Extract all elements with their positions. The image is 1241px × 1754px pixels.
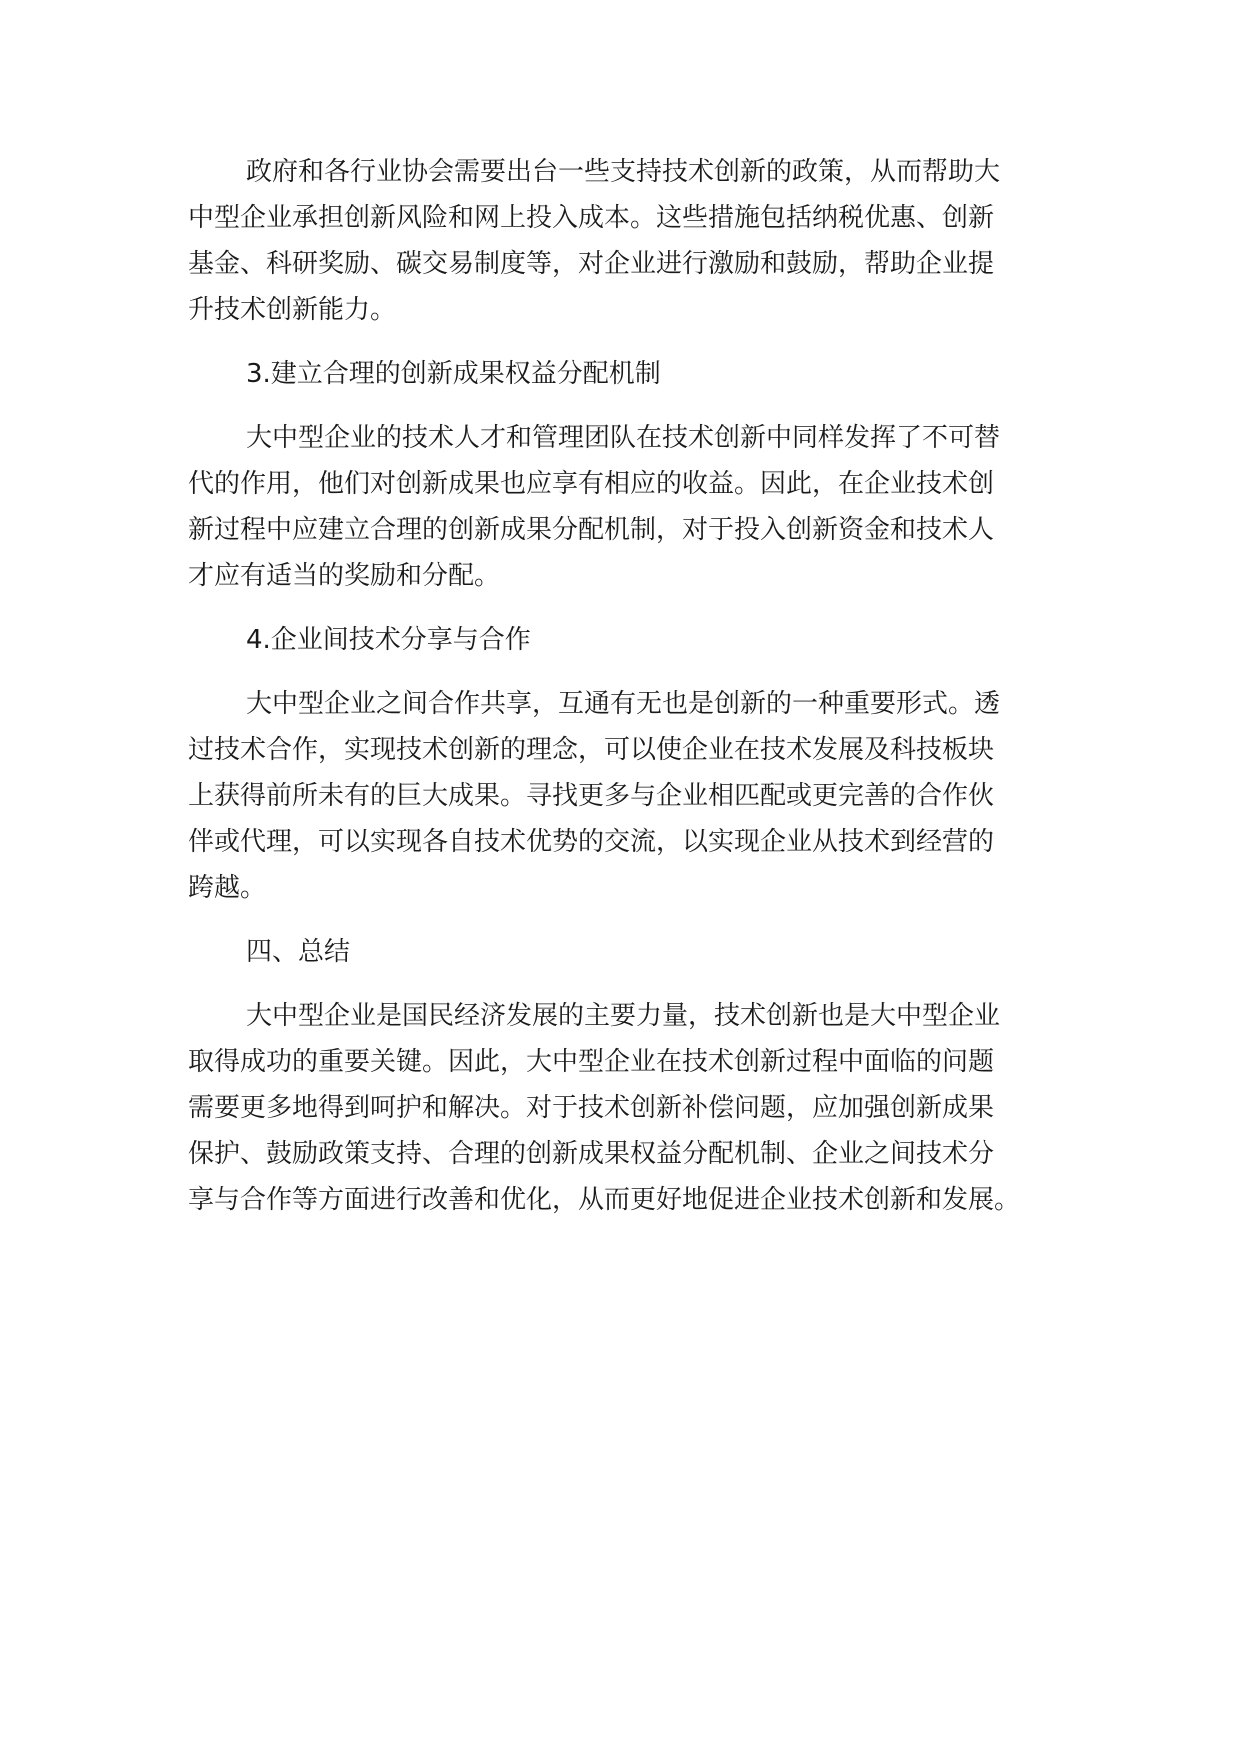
section-heading-summary bbox=[188, 935, 1058, 969]
paragraph-policy-support bbox=[188, 155, 1058, 327]
section-heading-3 bbox=[188, 357, 1058, 391]
text-line: 需要更多地得到呵护和解决。对于技术创新补偿问题，应加强创新成果 bbox=[188, 1093, 995, 1123]
paragraph-cooperation bbox=[188, 687, 1058, 905]
text-line: 新过程中应建立合理的创新成果分配机制，对于投入创新资金和技术人 bbox=[188, 515, 995, 545]
text-line: 大中型企业之间合作共享，互通有无也是创新的一种重要形式。透 bbox=[246, 689, 1001, 719]
text-line: 享与合作等方面进行改善和优化，从而更好地促进企业技术创新和发展。 bbox=[188, 1185, 1021, 1215]
text-line: 伴或代理，可以实现各自技术优势的交流，以实现企业从技术到经营的 bbox=[188, 827, 995, 857]
section-heading-4 bbox=[188, 623, 1058, 657]
text-line: 过技术合作，实现技术创新的理念，可以使企业在技术发展及科技板块 bbox=[188, 735, 995, 765]
text-line: 基金、科研奖励、碳交易制度等，对企业进行激励和鼓励，帮助企业提 bbox=[188, 249, 995, 279]
heading-text: 四、总结 bbox=[246, 937, 351, 967]
text-line: 保护、鼓励政策支持、合理的创新成果权益分配机制、企业之间技术分 bbox=[188, 1139, 995, 1169]
paragraph-benefit-distribution bbox=[188, 421, 1058, 593]
text-line: 取得成功的重要关键。因此，大中型企业在技术创新过程中面临的问题 bbox=[188, 1047, 995, 1077]
text-line: 代的作用，他们对创新成果也应享有相应的收益。因此，在企业技术创 bbox=[188, 469, 995, 499]
heading-text: 4.企业间技术分享与合作 bbox=[246, 625, 531, 655]
text-line: 中型企业承担创新风险和网上投入成本。这些措施包括纳税优惠、创新 bbox=[188, 203, 995, 233]
heading-text: 3.建立合理的创新成果权益分配机制 bbox=[246, 359, 661, 389]
text-line: 政府和各行业协会需要出台一些支持技术创新的政策，从而帮助大 bbox=[246, 157, 1001, 187]
document-body bbox=[188, 155, 1058, 1247]
paragraph-summary bbox=[188, 999, 1058, 1217]
text-line: 大中型企业的技术人才和管理团队在技术创新中同样发挥了不可替 bbox=[246, 423, 1001, 453]
text-line: 跨越。 bbox=[188, 873, 267, 903]
text-line: 才应有适当的奖励和分配。 bbox=[188, 561, 501, 591]
text-line: 升技术创新能力。 bbox=[188, 295, 397, 325]
text-line: 上获得前所未有的巨大成果。寻找更多与企业相匹配或更完善的合作伙 bbox=[188, 781, 995, 811]
text-line: 大中型企业是国民经济发展的主要力量，技术创新也是大中型企业 bbox=[246, 1001, 1001, 1031]
